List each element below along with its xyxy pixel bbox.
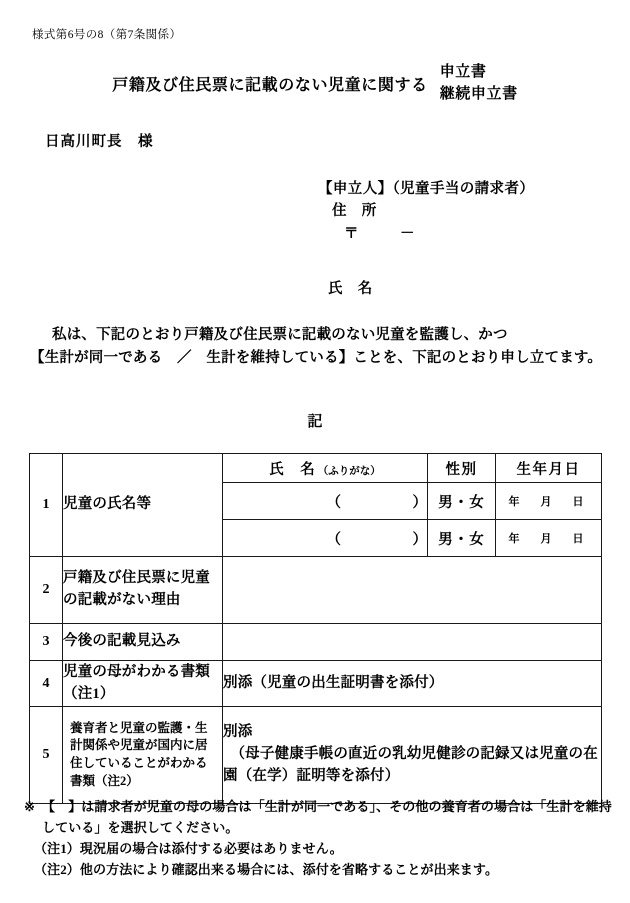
ki-mark: 記 <box>307 414 323 430</box>
title-alternative-keizoku-moushitatesho: 継続申立書 <box>439 85 518 102</box>
applicant-name-label: 氏 名 <box>328 281 373 297</box>
column-header-sex: 性別 <box>428 454 496 483</box>
applicant-postal-line <box>344 223 534 245</box>
row-label-4: 児童の母がわかる書類（注1） <box>63 661 223 707</box>
form-table <box>29 453 602 804</box>
note-asterisk <box>24 796 614 838</box>
column-header-name-text: 氏 名 <box>269 461 316 478</box>
child-name-field-1[interactable] <box>223 483 428 520</box>
row-value-3[interactable] <box>223 624 602 661</box>
note-2: （注2）他の方法により確認出来る場合には、添付を省略することが出来ます。 <box>34 862 499 878</box>
child-name-paren-close-2: ） <box>412 531 427 548</box>
row-label-3: 今後の記載見込み <box>63 624 223 661</box>
column-header-name <box>223 454 428 483</box>
addressee-line: 日高川町長 様 <box>45 134 154 150</box>
title-alternatives <box>440 62 518 106</box>
title-alternative-moushitatesho: 申立書 <box>439 64 487 80</box>
column-header-name-furigana: （ふりがな） <box>317 465 381 477</box>
page-title: 戸籍及び住民票に記載のない児童に関する <box>112 77 428 95</box>
row-number-4: 4 <box>30 661 63 707</box>
child-birthdate-field-1[interactable]: 年 月 日 <box>496 483 602 520</box>
statement-paragraph <box>30 324 606 371</box>
table-row <box>30 454 602 483</box>
row-value-5[interactable] <box>223 707 602 804</box>
document-title-block <box>0 62 630 106</box>
postal-mark-icon: 〒 <box>344 225 359 242</box>
postal-code-dash: － <box>400 225 415 242</box>
row-number-3: 3 <box>30 624 63 661</box>
applicant-heading: 【申立人】（児童手当の請求者） <box>318 181 535 197</box>
form-number: 様式第6号の8（第7条関係） <box>32 29 182 41</box>
row-number-5: 5 <box>30 707 63 804</box>
child-name-field-2[interactable] <box>223 520 428 557</box>
table-row <box>30 624 602 661</box>
child-birthdate-field-2[interactable]: 年 月 日 <box>496 520 602 557</box>
applicant-block <box>318 178 534 245</box>
child-sex-choice-2[interactable]: 男・女 <box>428 520 496 557</box>
note-asterisk-text: 【 】は請求者が児童の母の場合は「生計が同一である」、その他の養育者の場合は「生計を維持している」を選択してください。 <box>42 799 612 836</box>
row-value-5-line2: （母子健康手帳の直近の乳幼児健診の記録又は児童の在園（在学）証明等を添付） <box>223 746 598 784</box>
row-label-1: 児童の氏名等 <box>63 454 223 557</box>
asterisk-mark-icon: ※ <box>24 799 35 814</box>
statement-line-1-text: 私は、下記のとおり戸籍及び住民票に記載のない児童を監護し、かつ <box>52 327 508 343</box>
notes-section <box>24 796 614 880</box>
table-row <box>30 707 602 804</box>
child-name-paren-close-1: ） <box>412 494 427 511</box>
row-value-5-line1: 別添 <box>223 724 253 741</box>
table-row <box>30 557 602 624</box>
row-label-2: 戸籍及び住民票に児童の記載がない理由 <box>63 557 223 624</box>
child-sex-choice-1[interactable]: 男・女 <box>428 483 496 520</box>
column-header-birthdate: 生年月日 <box>496 454 602 483</box>
statement-line-1 <box>30 324 606 347</box>
row-label-5: 養育者と児童の監護・生計関係や児童が国内に居住していることがわかる書類（注2） <box>63 707 223 804</box>
child-name-paren-open-2: （ <box>326 531 341 548</box>
note-1: （注1）現況届の場合は添付する必要はありません。 <box>34 841 343 857</box>
applicant-address-label: 住 所 <box>332 203 377 220</box>
statement-line-2: 【生計が同一である ／ 生計を維持している】ことを、下記のとおり申し立てます。 <box>30 350 603 367</box>
row-number-2: 2 <box>30 557 63 624</box>
child-name-paren-open-1: （ <box>326 494 341 511</box>
row-number-1: 1 <box>30 454 63 557</box>
row-value-4[interactable]: 別添（児童の出生証明書を添付） <box>223 661 602 707</box>
row-value-2[interactable] <box>223 557 602 624</box>
table-row <box>30 661 602 707</box>
